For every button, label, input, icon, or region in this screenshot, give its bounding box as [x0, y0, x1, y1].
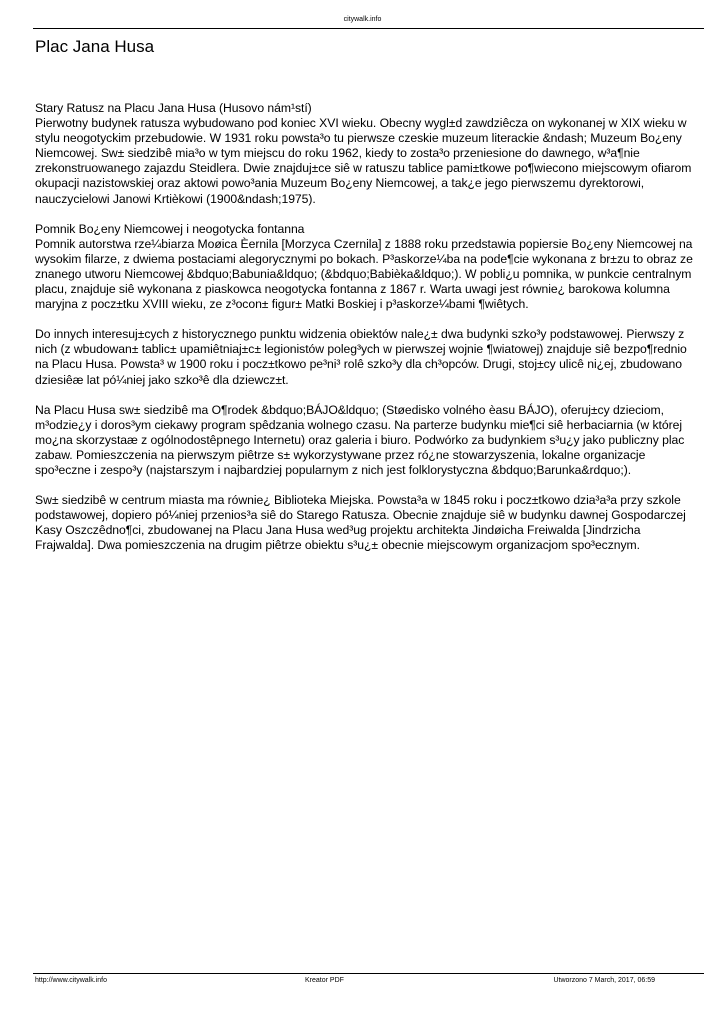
section-heading: Pomnik Bo¿eny Niemcowej i neogotycka fontanna: [35, 221, 305, 236]
page-title: Plac Jana Husa: [35, 37, 155, 56]
article-content: [35, 101, 700, 568]
section-bajo: [35, 403, 700, 478]
section-body: Na Placu Husa sw± siedzibê ma O¶rodek &bdquo;BÁJO&ldquo; (Støedisko volného èasu BÁJO), oferuj±cy dzieciom, m³odzie¿y i doros³ym ciekawy program spêdzania wolnego czasu. Na parterze budynku mie¶ci siê herbaciarnia (w której mo¿na skorzystaæ z ogólnodostêpnego Internetu) oraz galeria i biuro. Podwórko za budynkiem s³u¿y jako publiczny plac zabaw. Pomieszczenia na pierwszym piêtrze s± wykorzystywane przez ró¿ne stowarzyszenia, lokalne organizacje spo³eczne i zespo³y (najstarszym i najbardziej popularnym z nich jest folklorystyczna &bdquo;Barunka&rdquo;).: [35, 402, 685, 477]
section-body: Sw± siedzibê w centrum miasta ma równie¿ Biblioteka Miejska. Powsta³a w 1845 roku i pocz±tkowo dzia³a³a przy szkole podstawowej, dopiero pó¼niej przenios³a siê do Starego Ratusza. Obecnie znajduje siê w budynku dawnej Gospodarczej Kasy Oszczêdno¶ci, zbudowanej na Placu Jana Husa wed³ug projektu architekta Jindøicha Freiwalda [Jindrzicha Frajwalda]. Dwa pomieszczenia na drugim piêtrze obiektu s³u¿± obecnie miejscowym organizacjom spo³ecznym.: [35, 493, 686, 553]
section-szkoly: [35, 327, 700, 387]
section-biblioteka: [35, 493, 700, 553]
section-body: Do innych interesuj±cych z historycznego punktu widzenia obiektów nale¿± dwa budynki szko³y podstawowej. Pierwszy z nich (z wbudowan± tablic± upamiêtniaj±c± legionistów poleg³ych w pierwszej wojnie ¶wiatowej) znajduje siê bezpo¶rednio na Placu Husa. Powsta³ w 1900 roku i pocz±tkowo pe³ni³ rolê szko³y dla ch³opców. Drugi, stoj±cy ulicê ni¿ej, zbudowano dziesiêæ lat pó¼niej jako szko³ê dla dziewcz±t.: [35, 327, 687, 387]
bottom-divider: [33, 973, 704, 974]
footer-created: Utworzono 7 March, 2017, 06:59: [553, 977, 655, 984]
section-heading: Stary Ratusz na Placu Jana Husa (Husovo nám¹stí): [35, 101, 312, 115]
section-body: Pierwotny budynek ratusza wybudowano pod koniec XVI wieku. Obecny wygl±d zawdziêcza on wykonanej w XIX wieku w stylu neogotyckim przebudowie. W 1931 roku powsta³o tu pierwsze czeskie muzeum literackie &ndash; Muzeum Bo¿eny Niemcowej. Sw± siedzibê mia³o w tym miejscu do roku 1962, kiedy to zosta³o przeniesione do dawnego, w³a¶nie zrekonstruowanego zajazdu Steidlera. Dwie znajduj±ce siê w ratuszu tablice pami±tkowe po¶wiecono miejscowym ofiarom okupacji nazistowskiej oraz aktowi powo³ania Muzeum Bo¿eny Niemcowej, a tak¿e jego pierwszemu dyrektorowi, nauczycielowi Janowi Krtièkowi (1900&ndash;1975).: [35, 116, 692, 206]
footer-generator: Kreator PDF: [305, 977, 344, 984]
footer-url: http://www.citywalk.info: [35, 977, 107, 984]
section-pomnik: [35, 222, 700, 313]
top-divider: [33, 28, 704, 29]
page-footer: [35, 976, 655, 986]
site-header: citywalk.info: [343, 16, 382, 23]
section-body: Pomnik autorstwa rze¼biarza Moøica Èernila [Morzyca Czernila] z 1888 roku przedstawia popiersie Bo¿eny Niemcowej na wysokim filarze, z dwiema postaciami alegorycznymi po bokach. P³askorze¼ba na pode¶cie wykonana z br±zu to obraz ze znanego utworu Niemcowej &bdquo;Babunia&ldquo; (&bdquo;Babièka&ldquo;). W pobli¿u pomnika, w punkcie centralnym placu, znajduje siê wykonana z piaskowca neogotycka fontanna z 1867 r. Warta uwagi jest równie¿ barokowa kolumna maryjna z pocz±tku XVIII wieku, ze z³ocon± figur± Matki Boskiej i p³askorze¼bami ¶wiêtych.: [35, 236, 693, 312]
section-ratusz: [35, 101, 700, 207]
